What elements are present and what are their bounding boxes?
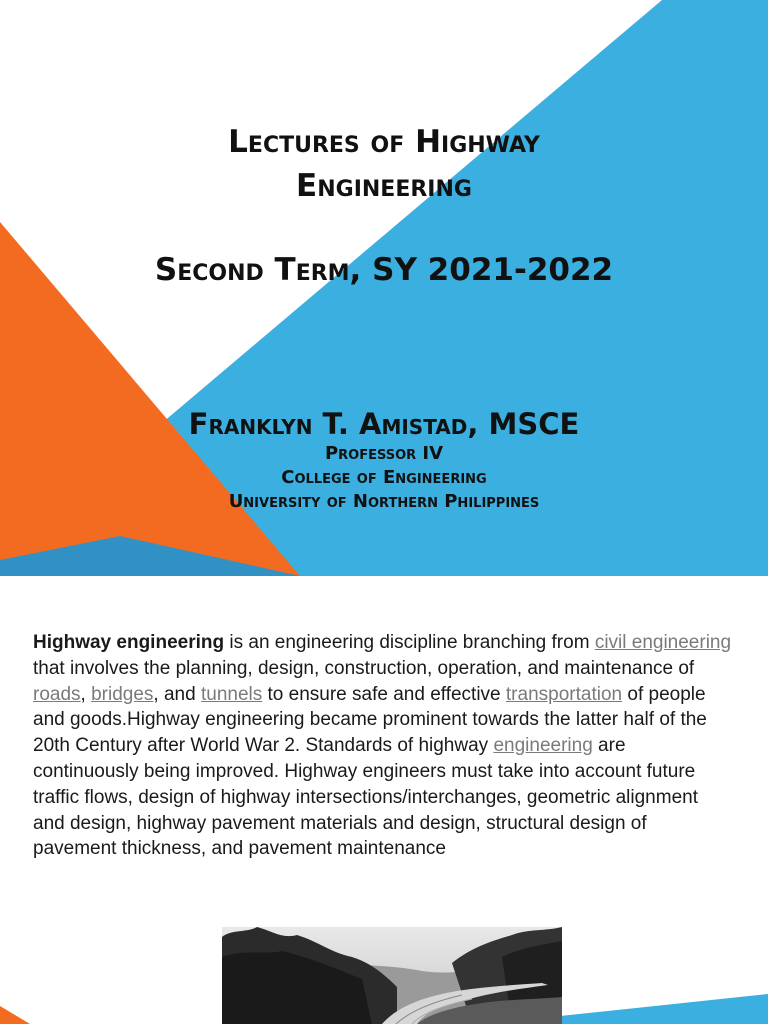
author-university: University of Northern Philippines xyxy=(228,491,540,512)
paragraph-lead-term: Highway engineering xyxy=(33,632,225,653)
tunnels-link[interactable]: tunnels xyxy=(200,683,263,705)
title-line-2: Engineering xyxy=(296,168,472,204)
title-line-1: Lectures of Highway xyxy=(228,124,540,160)
author-position: Professor IV xyxy=(324,443,444,464)
engineering-link[interactable]: engineering xyxy=(493,735,593,757)
bridges-link[interactable]: bridges xyxy=(91,683,154,705)
transportation-link[interactable]: transportation xyxy=(505,683,623,705)
bottom-blue-shape xyxy=(560,994,768,1024)
term-heading: Second Term, SY 2021-2022 xyxy=(154,252,614,288)
paragraph-text: that involves the planning, design, construction, operation, and maintenance of xyxy=(33,657,695,679)
bottom-orange-shape xyxy=(0,1006,30,1024)
paragraph-text: are continuously being improved. Highway engineers must take into account future traffic flows, design of highway intersections/interchanges, geometric alignment and design, highway pavement materials and design, structural design of pavement thickness, and pavement maintenance xyxy=(33,735,698,860)
author-college: College of Engineering xyxy=(281,467,487,488)
paragraph-text: is an engineering discipline branching from xyxy=(224,632,595,653)
paragraph-text: , xyxy=(80,683,92,705)
author-name: Franklyn T. Amistad, MSCE xyxy=(188,407,580,441)
highway-engineering-paragraph xyxy=(33,630,733,862)
highway-photo xyxy=(222,927,562,1024)
slide-title xyxy=(0,120,768,208)
content-slide xyxy=(0,576,768,1024)
paragraph-text: , and xyxy=(153,683,201,705)
highway-photo-image xyxy=(222,927,562,1024)
civil-engineering-link[interactable]: civil engineering xyxy=(594,632,732,653)
paragraph-text: of people and goods.Highway engineering became prominent towards the latter half of the 20th Century after World War 2. Standards of highway xyxy=(33,683,707,757)
paragraph-text: to ensure safe and effective xyxy=(262,683,506,705)
roads-link[interactable]: roads xyxy=(33,683,81,705)
